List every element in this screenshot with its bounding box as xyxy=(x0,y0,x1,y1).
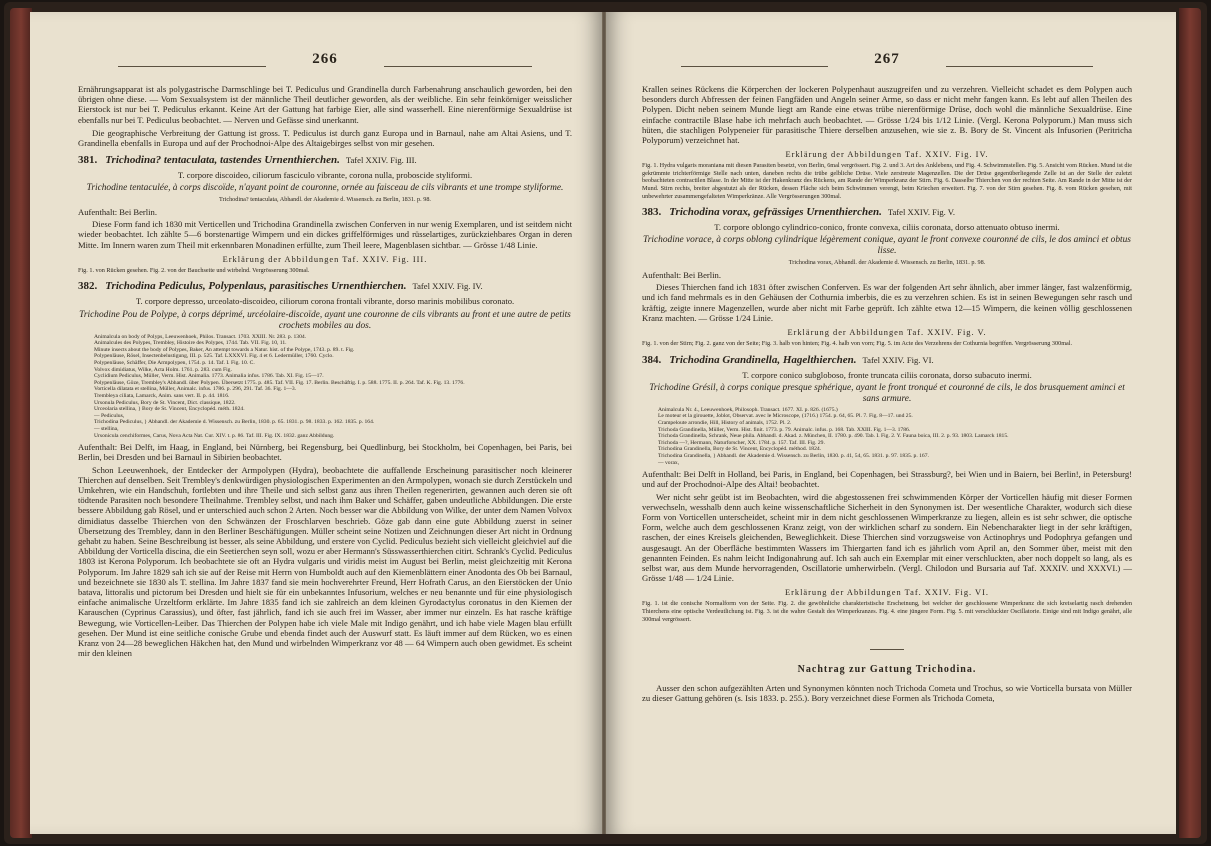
left-page xyxy=(30,12,602,834)
figure-explanation: Fig. 1. von Rücken gesehen. Fig. 2. von der Bauchseite und wirbelnd. Vergrösserung 300mal. xyxy=(78,266,310,274)
synonym-entry: Cyclidium Pediculus, Müller, Verm. Hist. Animalia. 1773. Animalia infus. 1786. Tab. XI. Fig. 15—17. xyxy=(94,373,324,380)
body-paragraph: Dieses Thierchen fand ich 1831 öfter zwischen Conferven. Es war der folgenden Art sehr ähnlich, aber immer länger, fast walzenförmig, und ich fand mehrmals es in den Gehäusen der Cothurnia imberbis, die es zu verzehren schien. Es ist in seinen Bewegungen sehr rasch und kräftig, zeigte innere Magenzellen, wurde aber nicht mit Farbe geprüft. Ich zählte etwa 12—15 Wimpern, die keinen völlig geschlossenen Kranz machten. — Grösse 1/24 Linie. xyxy=(642,282,1132,323)
aufenthalt: Aufenthalt: Bei Delft in Holland, bei Paris, in England, bei Copenhagen, bei Strassburg?, bei Wien und in Baiern, bei Berlin!, in Petersburg! und auf der Prochodnoi-Alpe des Altai! beobachtet. xyxy=(642,469,1132,490)
synonym-entry: Animalcula on body of Polyps, Leeuwenhoek, Philos. Transact. 1703. XXIII. Nr. 283. p. 1304. xyxy=(94,333,307,340)
synonym-entry: Crampeloute arrondie, Hill, History of animals, 1752. Pl. 2. xyxy=(658,419,792,426)
right-page-header xyxy=(642,50,1132,84)
intro-paragraph: Krallen seines Rückens die Körperchen der lockeren Polypenhaut auszugreifen und zu verzehren. Vielleicht schadet es dem Polypen auch besonders durch Abfressen der feinen Fangfäden und Angeln seiner Arme, so dass er nicht mehr fangen kann. Es lebt auf allen Theilen des Polypen. Dicht neben seinem Munde liegt am Rande eine etwas trübe nierenförmige Drüse, doch wohl die männliche Sexualdrüse. Eine einfache contractile Blase habe ich mehrfach auch beobachtet. — Grösse 1/24 bis 1/12 Linie. (Vergl. Kerona Polyporum.) Man muss sich hüten, die stachligen Polypeneier für parasitische Thiere derselben anzusehen, wie sie z. B. Bory de St. Vincent als Infusorien (Peritricha Polyporum) verzeichnet hat. xyxy=(642,84,1132,146)
section-heading-382: 382. Trichodina Pediculus, Polypenlaus, parasitisches Urnenthierchen. Tafel XXIV. Fig. IV. xyxy=(78,280,483,293)
synonym-entry: Trembleya ciliata, Lamarck, Anim. sans vert. II. p. 44. 1816. xyxy=(94,392,230,399)
body-paragraph: Diese Form fand ich 1830 mit Verticellen und Trichodina Grandinella zwischen Conferven in nur wenig Exemplaren, und ist seitdem nicht wieder beobachtet. Ich zählte 5—6 borstenartige Wimpern und ein dickes griffelförmiges und rüsselartiges, zurückziehbares Organ in deren Mitte. Im Innern waren zum Theil mit erkennbaren Monadinen erfüllte, zum Theil leere, Magenblasen sichtbar. — Grösse 1/48 Linie. xyxy=(78,219,572,250)
synonym-entry: Animalcula Nr. 4., Leeuwenhoek, Philosoph. Transact. 1677. XI. p. 826. (1675.) xyxy=(658,406,838,413)
synonym-entry: Polypenläuse, Schäffer, Die Armpolypen, 1754. p. 14. Taf. I. Fig. 10. C. xyxy=(94,360,255,366)
synonym-entry: Trichodina Grandinella, } Abhandl. der Akademie d. Wissensch. zu Berlin, 1830. p. 41, 54, 65. 1831. p. 97. 1835. p. 167. xyxy=(658,452,929,459)
figure-explanation-title: Erklärung der Abbildungen Taf. XXIV. Fig. III. xyxy=(222,254,428,264)
book-spread xyxy=(4,2,1207,844)
figure-explanation: Fig. 1. von der Stirn; Fig. 2. ganz von der Seite; Fig. 3. halb von hinten; Fig. 4. halb von vorn; Fig. 5. im Acte des Verzehrens der Cothurnia begriffen. Vergrösserung 300mal. xyxy=(642,340,1073,347)
aufenthalt: Aufenthalt: Bei Berlin. xyxy=(642,269,721,280)
synonym-entry: Urceolaria stellina, } Bory de St. Vincent, Encyclopéd. méth. 1824. xyxy=(94,406,245,413)
supplement-paragraph: Ausser den schon aufgezählten Arten und Synonymen könnten noch Trichoda Cometa und Trochus, so wie Vorticella bursata von Müller zu dieser Gattung gehören (s. Isis 1833. p. 255.). Bory verzeichnet diese Formen als Trichoda Cometa, xyxy=(642,683,1132,704)
page-number: 267 xyxy=(874,51,900,67)
synonym-list xyxy=(94,334,572,440)
latin-diagnosis: T. corpore oblongo cylindrico-conico, fronte convexa, ciliis coronata, dorso attenuato obtuso inermi. xyxy=(714,222,1060,233)
figure-explanation-title: Erklärung der Abbildungen Taf. XXIV. Fig. V. xyxy=(787,328,987,337)
french-diagnosis: Trichodine Grésil, à corps conique presque sphérique, ayant le front tronqué et couronné de cils, le dos brusquement aminci et sans armure. xyxy=(649,382,1125,404)
synonym-entry: Vorticella dilatata et stellina, Müller, Animalc. infus. 1786. p. 296, 291. Taf. 36. Fig. 1—3. xyxy=(94,386,297,393)
synonym-entry: Polypenläuse, Rösel, Insectenbelustigung, III. p. 525. Taf. LXXXVI. Fig. 4 et 6. Ledermüller, 1760. Cyclo. xyxy=(94,353,334,360)
synonym-entry: Polypenläuse, Göze, Trembley's Abhandl. über Polypen. Übersetzt 1775. p. 485. Taf. VII. Fig. 17. Berlin. Beschäftig. I. p. 588. 1775. II. p. 264. Taf. K. Fig. 13. 1776. xyxy=(94,379,465,386)
figure-explanation: Fig. 1. ist die conische Normalform von der Seite. Fig. 2. die gewöhnliche charakteristische Erscheinung, bei welcher der geschlossene Wimperkranz die sich kreiselartig rasch drehenden Thierchens eine optische Verdeutlichung ist. Fig. 3. ist die wahre Gestalt des Wimperkranzes. Fig. 4. eine jüngere Form. Fig. 5. mit verschluckter Oscillatorie. Einige sind mit Indigo genährt, alle 300mal vergrössert. xyxy=(642,600,1132,623)
supplement-heading: Nachtrag zur Gattung Trichodina. xyxy=(642,649,1132,675)
figure-explanation: Fig. 1. Hydra vulgaris moraniana mit diesen Parasiten besetzt, von Berlin, 6mal vergrössert. Fig. 2. und 3. Art des Anklebens, und Fig. 4. Schwimmstellen. Fig. 5. Ansicht vom Rücken. Mund ist die gekrümmte trichterförmige Stelle nach unten, daneben rechts die trübe gelbliche Drüse. Viele zerstreute Magenzellen. Die der Drüse gegenüberliegende Zelle ist an der Stelle der zuletzt beobachteten contractilen Blase. In der Mitte ist der Hakenkranz des Rückens, am Rande der Wimperkranz der Stirn. Fig. 6. Dasselbe Thierchen von der rechten Seite. Am Rande in der Mitte ist der Mund. Stirn rechts, breiter abgestutzt als der Rücken, dessen Fläche sich beim Schwimmen verengt, beim Kriechen erweitert. Fig. 7. von der Stirn gesehen. Fig. 8. vom Rücken gesehen, mit unbewehrter zusammengefalteten Wimperkränze. Alle Vergrösserungen 300mal. xyxy=(642,162,1132,200)
reference: Trichodina vorax, Abhandl. der Akademie d. Wissensch. zu Berlin, 1831. p. 98. xyxy=(788,259,986,267)
latin-diagnosis: T. corpore conico subgloboso, fronte truncata ciliis coronata, dorso subacuto inermi. xyxy=(742,369,1032,380)
synonym-entry: Volvox dimidiatus, Wilke, Acta Holm. 1761. p. 283. cum Fig. xyxy=(94,366,232,373)
synonym-entry: — stellina, xyxy=(94,425,119,432)
synonym-entry: Trichodina Pediculus, } Abhandl. der Akademie d. Wissensch. zu Berlin, 1830. p. 65. 1831. p. 98. 1833. p. 162. 1835. p. 164. xyxy=(94,419,375,426)
synonym-entry: Animalcules des Polypes, Trembley, Histoire des Polypes, 1744. Tab. VII. Fig. 10, 11. xyxy=(94,340,287,347)
left-cover-edge xyxy=(10,8,32,838)
aufenthalt: Aufenthalt: Bei Delft, im Haag, in England, bei Nürnberg, bei Regensburg, bei Quedlinburg, bei Stockholm, bei Copenhagen, bei Paris, bei Berlin, bei Dresden und bei Barnaul in Sibirien beobachtet. xyxy=(78,442,572,463)
synonym-entry: — vorax, xyxy=(658,459,680,466)
synonym-entry: Trichoda Grandinella, Müller, Verm. Hist. finit. 1773. p. 79. Animalc. infus. p. 168. Tab. XXIII. Fig. 1—3. 1786. xyxy=(658,426,911,433)
latin-diagnosis: T. corpore depresso, urceolato-discoideo, ciliorum corona frontali vibrante, dorso marinis mobilibus coronato. xyxy=(135,296,515,307)
synonym-entry: Ursonula Pediculus, Bory de St. Vincent, Dict. classique, 1822. xyxy=(94,399,236,406)
synonym-entry: Trichodina Grandinella, Bory de St. Vincent, Encyclopéd. méthod. 1824. xyxy=(658,446,822,453)
french-diagnosis: Trichodine vorace, à corps oblong cylindrique légèrement conique, ayant le front convexe couronné de cils, le dos aminci et obtus lisse. xyxy=(643,235,1131,257)
latin-diagnosis: T. corpore discoideo, ciliorum fasciculo vibrante, corona nulla, proboscide styliformi. xyxy=(177,170,473,181)
reference: Trichodina? tentaculata, Abhandl. der Akademie d. Wissensch. zu Berlin, 1831. p. 98. xyxy=(219,196,431,204)
right-cover-edge xyxy=(1179,8,1201,838)
aufenthalt: Aufenthalt: Bei Berlin. xyxy=(78,207,157,218)
synonym-entry: Ursonicula cenchiformes, Carus, Nova Acta Nat. Cur. XIV. t. p. 86. Taf. III. Fig. IX. 1832. ganz Abbildung. xyxy=(94,432,335,439)
french-diagnosis: Trichodine Pou de Polype, à corps déprimé, urcéolaire-discoïde, ayant une couronne de cils vibrants au front et une autre de petits crochets mobiles au dos. xyxy=(79,309,571,331)
synonym-entry: Trichoda —?, Hermann, Naturforscher, XX. 1784. p. 157. Taf. III. Fig. 29. xyxy=(658,439,825,446)
synonym-entry: Trichoda Grandinella, Schrank, Neue phila. Abhandl. d. Akad. z. München, II. 1780. p. 490. Tab. I. Fig. 2. Y. Fauna boica, III. 2. p. 93. 1803. Lamarck 1815. xyxy=(658,433,1009,440)
synonym-entry: Minute insects about the body of Polypes, Baker, An attempt towards a Natur. hist. of the Polype, 1743. p. 89. t. Fig. xyxy=(94,346,355,353)
left-page-header xyxy=(78,50,572,84)
synonym-list xyxy=(658,407,1132,466)
page-number: 266 xyxy=(312,51,338,67)
right-page xyxy=(606,12,1176,834)
body-paragraph: Wer nicht sehr geübt ist im Beobachten, wird die abgestossenen frei schwimmenden Körper der Vorticellen häufig mit dieser Formen verwechseln, wesshalb denn auch keine wissenschaftliche Sicherheit in den Synonymen ist. Der wesentliche Charakter, wodurch sich diese Form von Vorticellen unterscheidet, scheint mir in dem nicht geschlossenen Wimperkranze zu liegen, allein es ist sehr schwer, die optische Form, welche auch dem geschlossenen Kranz zeigt, von der wirklichen scharf zu sondern. Ein Nebencharakter liegt in der sehr kräftigen, raschen, der eines Kreisels gleichenden, Beweglichkeit. Diese Thierchen sind vorzugsweise von Actinophrys und Podophrya gefangen und ausgesaugt. An der Oberfläche bestimmten Wassers im Thiergarten fand ich es jährlich vom April an, den Sommer über, meist mit den genannten Feinden. Es nahm leicht Indigonahrung auf. Ich sah auch ein Exemplar mit einer verschluckten, aber noch doppelt so lang, als es selbst war, aus dem Munde hervorragenden, Oscillatorie umherwirbeln. (Vergl. Chilodon und Bursaria auf Taf. XXXIV. und XXXVI.) — Grösse 1/48 — 1/24 Linie. xyxy=(642,491,1132,584)
figure-explanation-title: Erklärung der Abbildungen Taf. XXIV. Fig. IV. xyxy=(785,150,989,160)
body-paragraph: Schon Leeuwenhoek, der Entdecker der Armpolypen (Hydra), beobachtete die auffallende Erscheinung parasitischer noch kleinerer Thierchen auf denselben. Seit Trembley's denkwürdigen physiologischen Experimenten an den Armpolypen, wonach sie durch Zerstückeln und Umkehren, wie ein Handschuh, fortlebten und ihre Theile und sich selbst ganz aus ihren Theilen regenerirten, gewannen auch deren sie oft tödtende Parasiten noch besondere Theilnahme. Trembley selbst, und nach ihm Baker und Schäffer, gaben undeutliche Abbildungen. Die erste bessere Abbildung gab Rösel, und er unterschied auch schon 2 Arten. Noch besser war die Abbildung von Wilke, der unter dem Namen Volvox dimidiatus dasselbe Thierchen von den Schwänzen der Froschlarven beschrieb. Göze gab dann eine gute Abbildung zuerst in seiner Übersetzung des Trembley, dann in den Berliner Beschäftigungen. Müller scheint seine Notizen und Zeichnungen dieser Art nicht in Ordnung gehabt zu haben. Seine Beschreibung ist besser, als seine Abbildung, und erstere von Cyclid. Pediculus bezieht sich vielleicht gleichviel auf die Abbildung der Vorticella discina, die ein Seetierchen seyn soll, wozu er aber Hermann's Süsswasserthierchen citirt. Schrank's Cyclid. Pediculus 1803 ist Kerona Polyporum. Ich beobachtete sie oft an Hydra vulgaris und viridis meist im August bei Berlin, meist gleichzeitig mit Kerona Polyporum. Im Jahre 1829 sah ich sie auf der Reise mit Herrn von Humboldt auch auf den Kiemenblättern einer Anodonta des Ob bei Barnaul, und bezeichnete sie 1830 als T. stellina. Im Jahre 1837 fand sie mein hochverehrter Freund, Herr Hofrath Carus, an den Eierstöcken der Unio batava, littoralis und pictorum bei Dresden und hielt sie für ein unbekanntes Infusorium, welches er neu benannte und für eine physiologisch einfache animalische Urzeltform erklärte. Im Jahre 1835 fand ich sie zahlreich an dem kleinen Gyrodactylus coronatus in den Kiemen der Karauschen (Cyprinus Carassius), und öfter, fast jährlich, fand ich sie auch frei im Wasser, aber immer nur einzeln. Es hat rasche kräftige Bewegung, wie Vorticellen-Leiber. Das Thierchen der Polypen habe ich viele Male mit Indigo genährt, und ich habe viele Magen blau erfüllt gesehen. Der Mund ist eine seitliche conische Grube und ebenda findet auch der Auswurf statt. Es läuft immer auf dem Rücken, wo es einen Kranz von 24—28 beweglichen Häkchen hat, den Mund und wirbelnden Wimperkranz vor 48 — 64 Wimpern auch oben gewidmet. Es scheint mir den kleinen xyxy=(78,464,572,659)
section-heading-383: 383. Trichodina vorax, gefrässiges Urnenthierchen. Tafel XXIV. Fig. V. xyxy=(642,206,956,219)
section-heading-384: 384. Trichodina Grandinella, Hagelthierchen. Tafel XXIV. Fig. VI. xyxy=(642,353,934,366)
synonym-entry: Le moteur et la girouette, Joblot, Observat. avec le Microscope, (1716.) 1754. p. 64, 65. Pl. 7. Fig. 8—17. und 25. xyxy=(658,413,913,420)
synonym-entry: — Pediculus, xyxy=(94,412,125,419)
french-diagnosis: Trichodine tentaculée, à corps discoïde, n'ayant point de couronne, ornée au faisceau de cils vibrants et une trompe styliforme. xyxy=(86,183,564,194)
figure-explanation-title: Erklärung der Abbildungen Taf. XXIV. Fig. VI. xyxy=(785,588,989,598)
intro-paragraph: Ernährungsapparat ist als polygastrische Darmschlinge bei T. Pediculus und Grandinella durch Farbenahrung anschaulich geworden, bei den übrigen ohne diese. — Vom Sexualsystem ist der männliche Theil deutlicher geworden, als der weibliche. Ein sehr feinkörniger weisslicher Eierstock ist nur bei T. Pediculus erkannt. Keine Art der Gattung hat farbige Eier, alle sind wasserhell. Eine nierenförmige Sexualdrüse ist ebenfalls nur bei T. Pediculus beobachtet. — Nerven und Gefässe sind unerkannt. xyxy=(78,84,572,125)
section-heading-381: 381. Trichodina? tentaculata, tastendes Urnenthierchen. Tafel XXIV. Fig. III. xyxy=(78,154,417,167)
intro-paragraph: Die geographische Verbreitung der Gattung ist gross. T. Pediculus ist durch ganz Europa und in Barnaul, nahe am Altai Asiens, und T. Grandinella ebenfalls in Europa und auf der Prochodnoi-Alpe des Altaigebirges selbst von mir gesehen. xyxy=(78,127,572,149)
